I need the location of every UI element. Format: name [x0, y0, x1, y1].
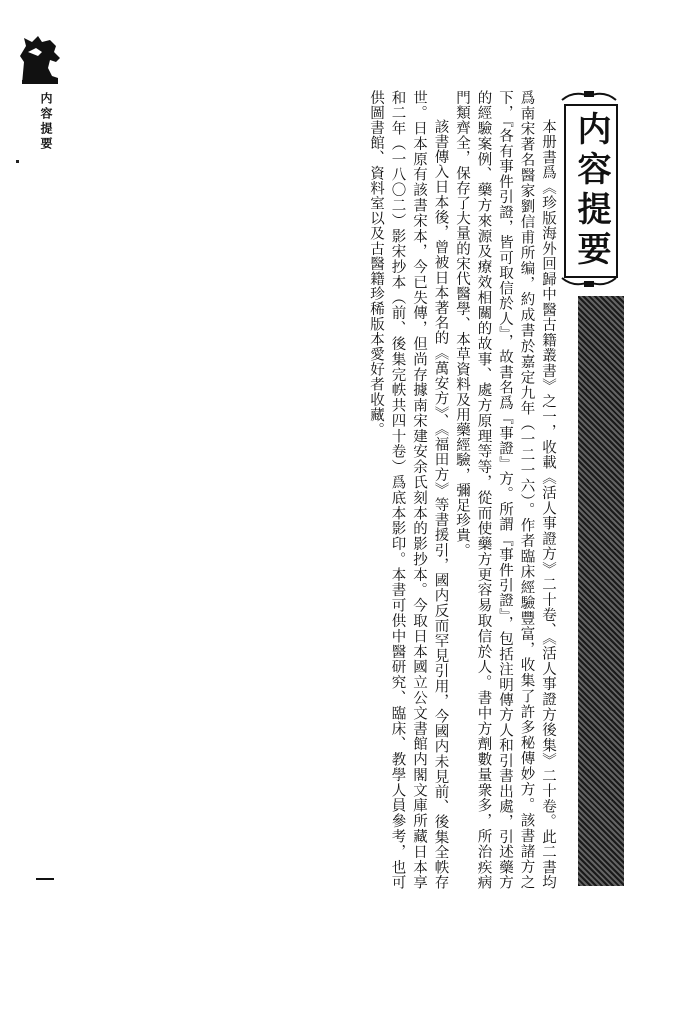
paragraph: 本册書爲《珍版海外回歸中醫古籍叢書》之一，收載《活人事證方》二十卷、《活人事證方後集》二十卷。此二書均爲南宋著名醫家劉信甫所编，約成書於嘉定九年（一二一六）。作者臨床經驗豐富，收集了許多秘傳妙方。該書諸方之下，『各有事件引證，皆可取信於人』，故書名爲『事證』方。所謂『事件引證』，包括注明傳方人和引書出處，引述藥方的經驗案例、藥方來源及療效相關的故事、處方原理等等，從而使藥方更容易取信於人。書中方劑數量衆多，所治疾病門類齊全，保存了大量的宋代醫學、本草資料及用藥經驗，彌足珍貴。 [454, 90, 556, 890]
margin-mark [16, 160, 19, 163]
ornament-bottom-icon [560, 276, 618, 288]
page-title: 内容提要 [564, 104, 618, 278]
body-text [348, 90, 558, 890]
running-header-title: 内容提要 [39, 92, 53, 152]
title-block [560, 90, 618, 290]
paragraph: 該書傳入日本後，曾被日本著名的《萬安方》、《福田方》等書援引，國内反而罕見引用，今國内未見前、後集全帙存世。日本原有該書宋本，今已失傳，但尚存據南宋建安余氏刻本的影抄本。今取日本國立公文書館内閣文庫所藏日本享和二年（一八〇二）影宋抄本（前、後集完帙共四十卷）爲底本影印。本書可供中醫研究、臨床、教學人員參考，也可供圖書館、資料室以及古醫籍珍稀版本愛好者收藏。 [368, 90, 449, 890]
page-number [36, 878, 54, 880]
ornament-top-icon [560, 90, 618, 102]
decorative-side-bar [578, 296, 624, 886]
horse-head-logo-icon [16, 32, 64, 88]
